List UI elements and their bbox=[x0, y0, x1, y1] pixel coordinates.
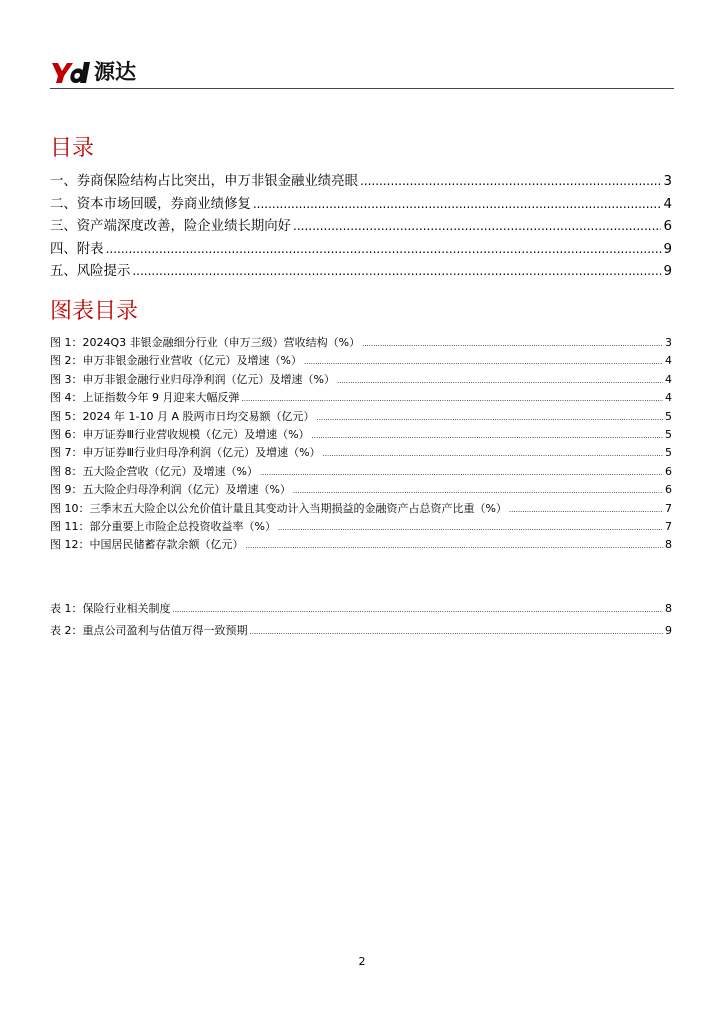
figure-entry-page: 8 bbox=[665, 538, 672, 552]
figure-entry-number: 图 1： bbox=[50, 336, 83, 349]
table-entry-title: 保险行业相关制度 bbox=[82, 602, 171, 615]
toc-entry-page: 9 bbox=[663, 264, 672, 279]
figure-dot-leader bbox=[362, 336, 663, 349]
table-entry-title: 重点公司盈利与估值万得一致预期 bbox=[82, 624, 248, 637]
toc-list bbox=[50, 170, 672, 283]
figure-entry-page: 7 bbox=[665, 501, 672, 515]
figure-entry-title: 五大险企营收（亿元）及增速（%） bbox=[82, 464, 258, 478]
figure-dot-leader bbox=[304, 354, 663, 367]
toc-entry-page: 9 bbox=[663, 241, 672, 257]
figure-dot-leader bbox=[312, 428, 663, 441]
figure-entry-number: 图 4： bbox=[50, 391, 83, 405]
figure-entry[interactable] bbox=[50, 518, 672, 536]
figure-dot-leader bbox=[316, 410, 663, 423]
figure-entry[interactable] bbox=[50, 426, 672, 444]
figure-entry[interactable] bbox=[50, 536, 672, 554]
figure-entry-title: 部分重要上市险企总投资收益率（%） bbox=[89, 519, 276, 533]
figure-entry[interactable] bbox=[50, 371, 672, 389]
toc-entry-label: 二、资本市场回暖，券商业绩修复 bbox=[50, 196, 251, 212]
toc-entry-label: 一、券商保险结构占比突出，申万非银金融业绩亮眼 bbox=[50, 174, 358, 189]
page-number: 2 bbox=[358, 955, 366, 968]
toc-dot-leader bbox=[360, 174, 661, 189]
figure-entry-title: 2024 年 1-10 月 A 股两市日均交易额（亿元） bbox=[82, 409, 315, 423]
figure-entry[interactable] bbox=[50, 500, 672, 518]
table-entry[interactable] bbox=[50, 600, 672, 622]
figure-entry-number: 图 6： bbox=[50, 427, 83, 441]
figure-entry[interactable] bbox=[50, 408, 672, 426]
figure-entry-page: 5 bbox=[665, 446, 672, 460]
figure-entry-title: 三季末五大险企以公允价值计量且其变动计入当期损益的金融资产占总资产比重（%） bbox=[89, 501, 507, 515]
toc-entry[interactable] bbox=[50, 238, 672, 261]
toc-dot-leader bbox=[132, 264, 661, 279]
page-header bbox=[0, 0, 724, 90]
figures-toc-title: 图表目录 bbox=[50, 299, 139, 324]
table-entry-number: 表 1： bbox=[50, 602, 83, 615]
figure-entry-number: 图 10： bbox=[50, 501, 90, 515]
figure-entry-title: 申万证券Ⅲ行业营收规模（亿元）及增速（%） bbox=[82, 427, 310, 441]
figure-dot-leader bbox=[278, 520, 663, 533]
figure-entry-page: 5 bbox=[665, 427, 672, 441]
figure-entry-page: 4 bbox=[665, 354, 672, 368]
header-divider bbox=[50, 88, 674, 89]
figure-entry[interactable] bbox=[50, 352, 672, 370]
toc-entry-page: 4 bbox=[663, 196, 672, 212]
figure-entry-number: 图 3： bbox=[50, 372, 83, 386]
table-entry[interactable] bbox=[50, 622, 672, 644]
figure-entry-title: 申万证券Ⅲ行业归母净利润（亿元）及增速（%） bbox=[82, 446, 321, 460]
figure-entry-title: 上证指数今年 9 月迎来大幅反弹 bbox=[82, 391, 240, 405]
figure-entry[interactable] bbox=[50, 444, 672, 462]
toc-dot-leader bbox=[253, 197, 662, 212]
figure-dot-leader bbox=[260, 465, 663, 478]
table-dot-leader bbox=[173, 602, 664, 615]
figure-dot-leader bbox=[337, 373, 663, 386]
table-dot-leader bbox=[250, 624, 664, 637]
figure-entry[interactable] bbox=[50, 463, 672, 481]
figure-entry-title: 申万非银金融行业归母净利润（亿元）及增速（%） bbox=[82, 372, 335, 386]
figure-entry[interactable] bbox=[50, 389, 672, 407]
figure-entry-page: 6 bbox=[665, 464, 672, 478]
yd-logo-icon bbox=[50, 60, 92, 84]
figures-toc-list bbox=[50, 334, 672, 555]
toc-entry[interactable] bbox=[50, 260, 672, 283]
figure-entry-number: 图 7： bbox=[50, 446, 83, 460]
figure-dot-leader bbox=[509, 502, 663, 515]
figure-entry-title: 中国居民储蓄存款余额（亿元） bbox=[89, 538, 244, 552]
figure-entry-page: 5 bbox=[665, 409, 672, 423]
toc-entry[interactable] bbox=[50, 193, 672, 216]
figure-entry-number: 图 11： bbox=[50, 519, 90, 533]
figure-dot-leader bbox=[242, 391, 664, 404]
figure-entry-page: 4 bbox=[665, 372, 672, 386]
figure-entry-number: 图 8： bbox=[50, 464, 83, 478]
figure-dot-leader bbox=[323, 446, 663, 459]
figure-entry-number: 图 2： bbox=[50, 354, 83, 368]
figure-entry-number: 图 5： bbox=[50, 409, 83, 423]
toc-entry[interactable] bbox=[50, 170, 672, 193]
figure-entry[interactable] bbox=[50, 481, 672, 499]
toc-entry-page: 3 bbox=[663, 174, 672, 189]
figure-entry-number: 图 12： bbox=[50, 538, 90, 552]
figure-entry-page: 6 bbox=[665, 483, 672, 497]
brand-logo bbox=[50, 58, 136, 84]
tables-toc-list bbox=[50, 600, 672, 644]
figure-dot-leader bbox=[293, 483, 663, 496]
figure-entry-page: 4 bbox=[665, 391, 672, 405]
table-entry-page: 9 bbox=[665, 624, 672, 637]
toc-entry-label: 四、附表 bbox=[50, 241, 104, 257]
toc-dot-leader bbox=[293, 219, 661, 234]
figure-entry-page: 7 bbox=[665, 519, 672, 533]
toc-title: 目录 bbox=[50, 136, 95, 161]
figure-entry-title: 申万非银金融行业营收（亿元）及增速（%） bbox=[82, 354, 302, 368]
toc-dot-leader bbox=[106, 242, 662, 257]
table-entry-page: 8 bbox=[665, 602, 672, 615]
figure-entry-number: 图 9： bbox=[50, 483, 83, 497]
table-entry-number: 表 2： bbox=[50, 624, 83, 637]
brand-name: 源达 bbox=[94, 60, 136, 84]
figure-dot-leader bbox=[246, 538, 664, 551]
figure-entry-title: 2024Q3 非银金融细分行业（申万三级）营收结构（%） bbox=[82, 336, 361, 349]
figure-entry-title: 五大险企归母净利润（亿元）及增速（%） bbox=[82, 483, 291, 497]
toc-entry-label: 五、风险提示 bbox=[50, 264, 131, 279]
toc-entry[interactable] bbox=[50, 215, 672, 238]
figure-entry[interactable] bbox=[50, 334, 672, 352]
toc-entry-page: 6 bbox=[663, 219, 672, 234]
toc-entry-label: 三、资产端深度改善，险企业绩长期向好 bbox=[50, 219, 292, 234]
figure-entry-page: 3 bbox=[665, 336, 672, 349]
